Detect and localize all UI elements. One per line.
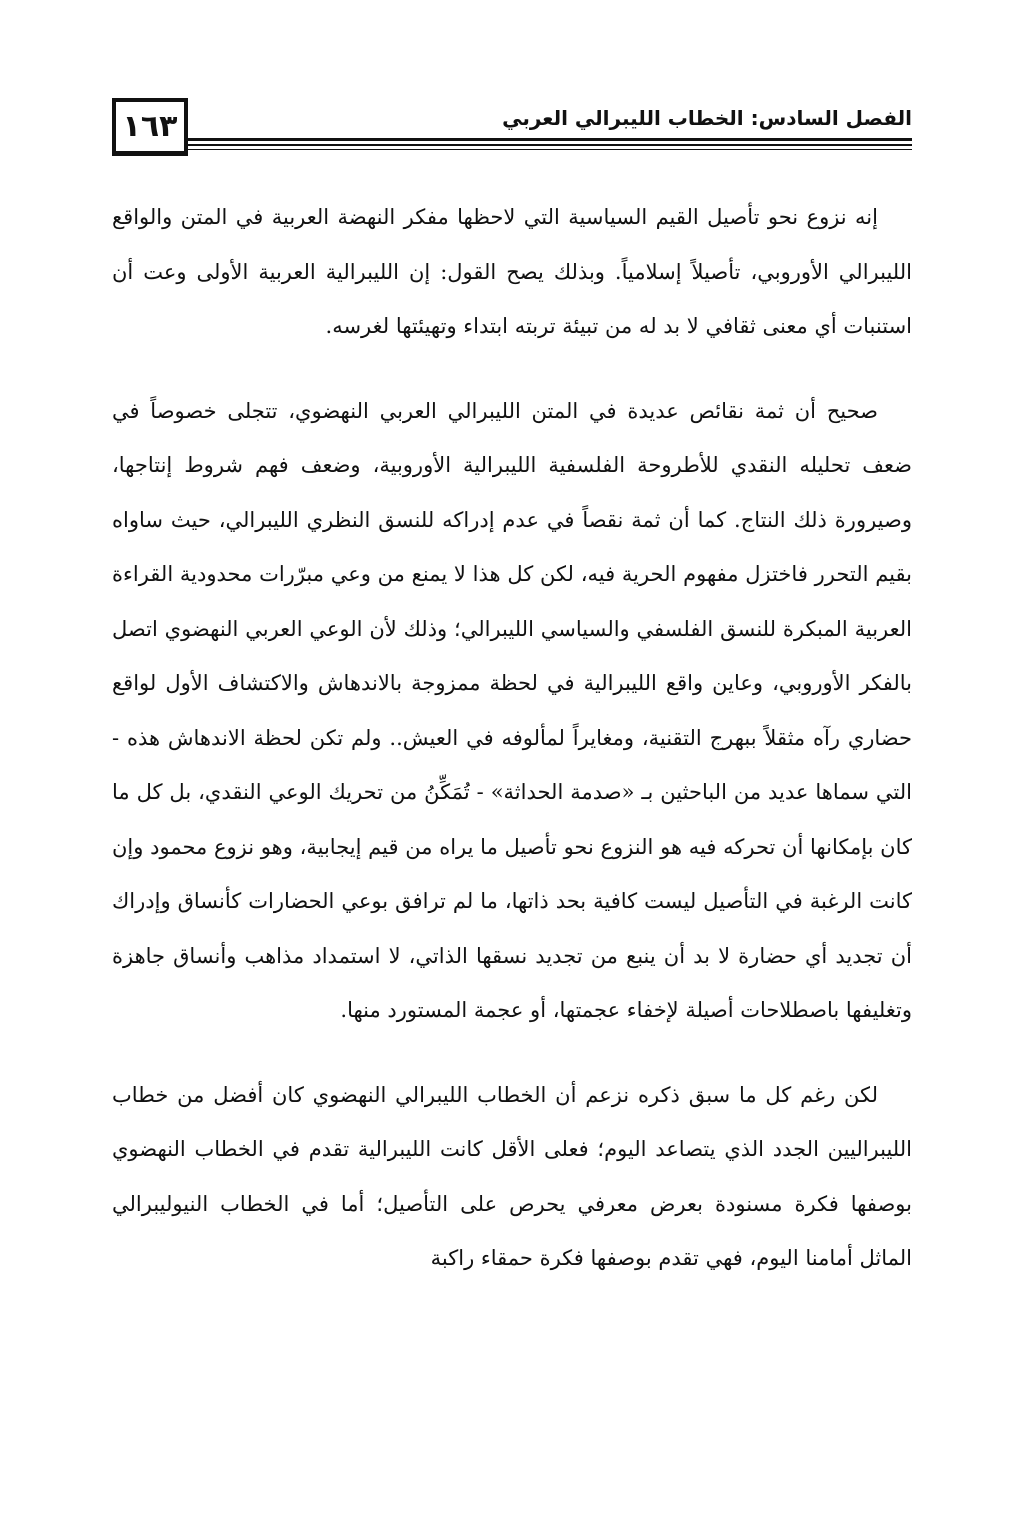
- paragraph: لكن رغم كل ما سبق ذكره نزعم أن الخطاب الليبرالي النهضوي كان أفضل من خطاب الليبراليين الجدد الذي يتصاعد اليوم؛ فعلى الأقل كانت الليبرالية تقدم في الخطاب النهضوي بوصفها فكرة مسنودة بعرض معرفي يحرص على التأصيل؛ أما في الخطاب النيوليبرالي الماثل أمامنا اليوم، فهي تقدم بوصفها فكرة حمقاء راكبة: [112, 1082, 912, 1270]
- body-text: [112, 190, 912, 1286]
- paragraph: إنه نزوع نحو تأصيل القيم السياسية التي لاحظها مفكر النهضة العربية في المتن والواقع الليبرالي الأوروبي، تأصيلاً إسلامياً. وبذلك يصح القول: إن الليبرالية العربية الأولى وعت أن استنبات أي معنى ثقافي لا بد له من تبيئة تربته ابتداء وتهيئتها لغرسه.: [112, 205, 912, 338]
- page-header: [112, 98, 912, 160]
- page-number: ١٦٣: [112, 98, 188, 156]
- header-rule: [188, 138, 912, 141]
- header-rule: [188, 149, 912, 150]
- header-rule: [188, 144, 912, 146]
- paragraph: صحيح أن ثمة نقائص عديدة في المتن الليبرالي العربي النهضوي، تتجلى خصوصاً في ضعف تحليله النقدي للأطروحة الفلسفية الليبرالية الأوروبية، وضعف فهم شروط إنتاجها، وصيرورة ذلك النتاج. كما أن ثمة نقصاً في عدم إدراكه للنسق النظري الليبرالي، حيث ساواه بقيم التحرر فاختزل مفهوم الحرية فيه، لكن كل هذا لا يمنع من وعي مبرّرات محدودية القراءة العربية المبكرة للنسق الفلسفي والسياسي الليبرالي؛ وذلك لأن الوعي العربي النهضوي اتصل بالفكر الأوروبي، وعاين واقع الليبرالية في لحظة ممزوجة بالاندهاش والاكتشاف الأول لواقع حضاري رآه مثقلاً ببهرج التقنية، ومغايراً لمألوفه في العيش.. ولم تكن لحظة الاندهاش هذه - التي سماها عديد من الباحثين بـ «صدمة الحداثة» - تُمَكِّنُ من تحريك الوعي النقدي، بل كل ما كان بإمكانها أن تحركه فيه هو النزوع نحو تأصيل ما يراه من قيم إيجابية، وهو نزوع محمود وإن كانت الرغبة في التأصيل ليست كافية بحد ذاتها، ما لم ترافق بوعي الحضارات كأنساق وإدراك أن تجديد أي حضارة لا بد أن ينبع من تجديد نسقها الذاتي، لا استمداد مذاهب وأنساق جاهزة وتغليفها باصطلاحات أصيلة لإخفاء عجمتها، أو عجمة المستورد منها.: [112, 398, 912, 1022]
- chapter-title: الفصل السادس: الخطاب الليبرالي العربي: [502, 106, 912, 130]
